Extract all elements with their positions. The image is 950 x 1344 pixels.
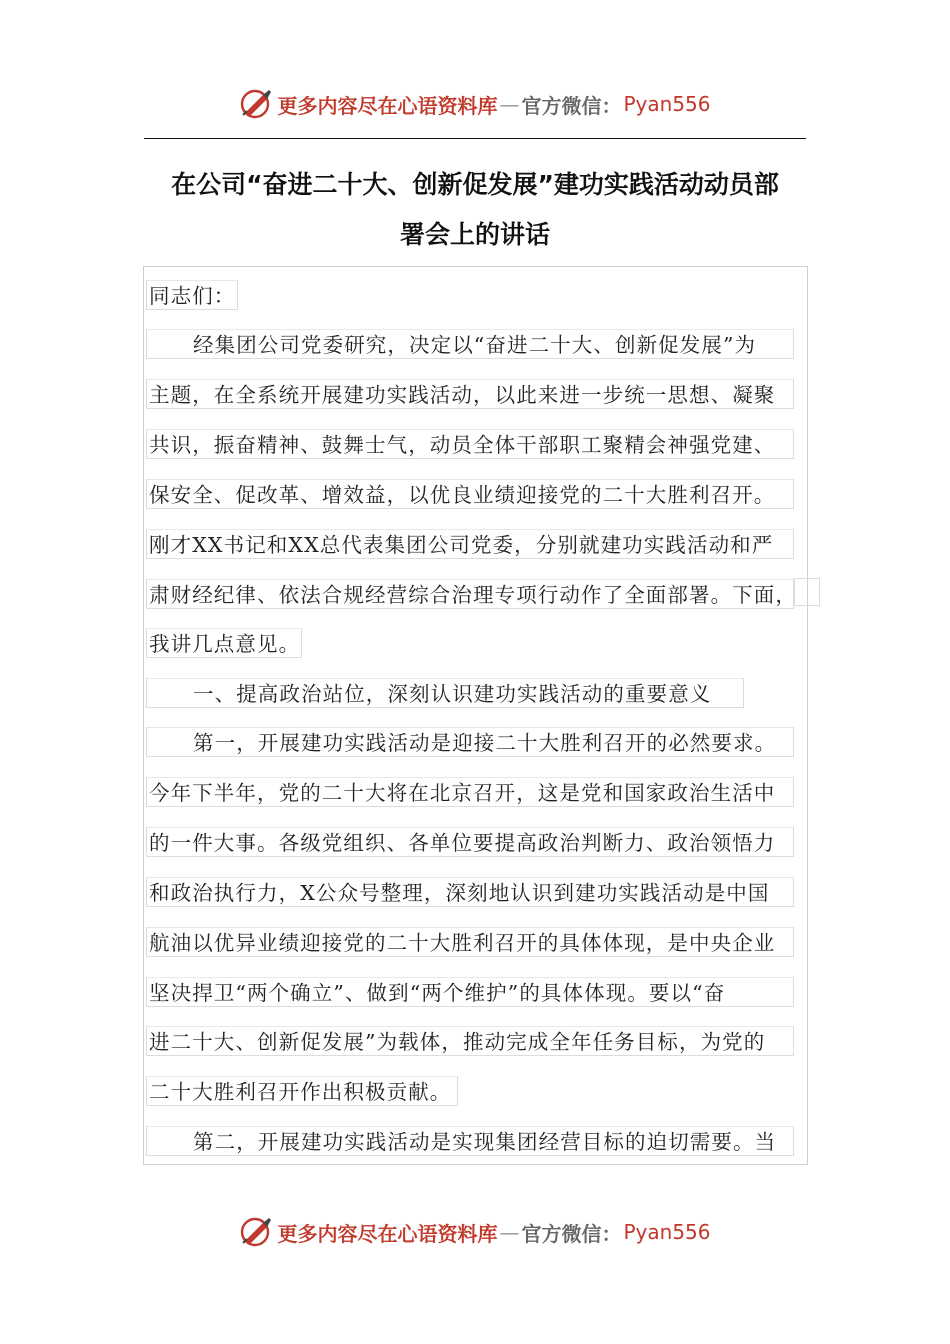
banner-wechat-label: 官方微信： [521, 1221, 622, 1246]
body-line: 保安全、促改革、增效益，以优良业绩迎接党的二十大胜利召开。 [146, 479, 794, 509]
body-line: 刚才XX书记和XX总代表集团公司党委，分别就建功实践活动和严 [146, 529, 794, 559]
banner-site-text: 更多内容尽在心语资料库 [277, 1221, 498, 1246]
banner-wechat-id: Pyan556 [623, 92, 711, 116]
body-line: 经集团公司党委研究，决定以“奋进二十大、创新促发展”为 [146, 329, 794, 359]
document-title [140, 160, 810, 260]
body-line: 第二，开展建功实践活动是实现集团经营目标的迫切需要。当 [146, 1126, 794, 1156]
body-line: 肃财经纪律、依法合规经营综合治理专项行动作了全面部署。下面， [146, 579, 794, 609]
body-line: 航油以优异业绩迎接党的二十大胜利召开的具体体现，是中央企业 [146, 927, 794, 957]
banner-wechat-label: 官方微信： [521, 93, 622, 118]
banner-site-text: 更多内容尽在心语资料库 [277, 93, 498, 118]
banner-dash: — [499, 92, 520, 116]
salutation: 同志们： [146, 280, 238, 310]
header-divider [144, 138, 806, 139]
body-line: 和政治执行力，X公众号整理，深刻地认识到建功实践活动是中国 [146, 877, 794, 907]
section-heading: 一、提高政治站位，深刻认识建功实践活动的重要意义 [146, 678, 744, 708]
margin-box [794, 578, 820, 606]
body-line: 今年下半年，党的二十大将在北京召开，这是党和国家政治生活中 [146, 777, 794, 807]
header-banner [0, 82, 950, 126]
body-line: 坚决捍卫“两个确立”、做到“两个维护”的具体体现。要以“奋 [146, 977, 794, 1007]
footer-banner [0, 1210, 950, 1254]
banner-dash: — [499, 1220, 520, 1244]
body-line: 进二十大、创新促发展”为载体，推动完成全年任务目标，为党的 [146, 1026, 794, 1056]
body-line: 共识，振奋精神、鼓舞士气，动员全体干部职工聚精会神强党建、 [146, 429, 794, 459]
pen-logo-icon [239, 1215, 273, 1249]
pen-logo-icon [239, 87, 273, 121]
banner-wechat-id: Pyan556 [623, 1220, 711, 1244]
title-line-1: 在公司“奋进二十大、创新促发展”建功实践活动动员部 [171, 170, 779, 199]
title-line-2: 署会上的讲话 [399, 220, 550, 249]
body-line: 二十大胜利召开作出积极贡献。 [146, 1076, 458, 1106]
body-line: 我讲几点意见。 [146, 628, 302, 658]
body-line: 第一，开展建功实践活动是迎接二十大胜利召开的必然要求。 [146, 727, 794, 757]
body-line: 主题，在全系统开展建功实践活动，以此来进一步统一思想、凝聚 [146, 379, 794, 409]
body-line: 的一件大事。各级党组织、各单位要提高政治判断力、政治领悟力 [146, 827, 794, 857]
